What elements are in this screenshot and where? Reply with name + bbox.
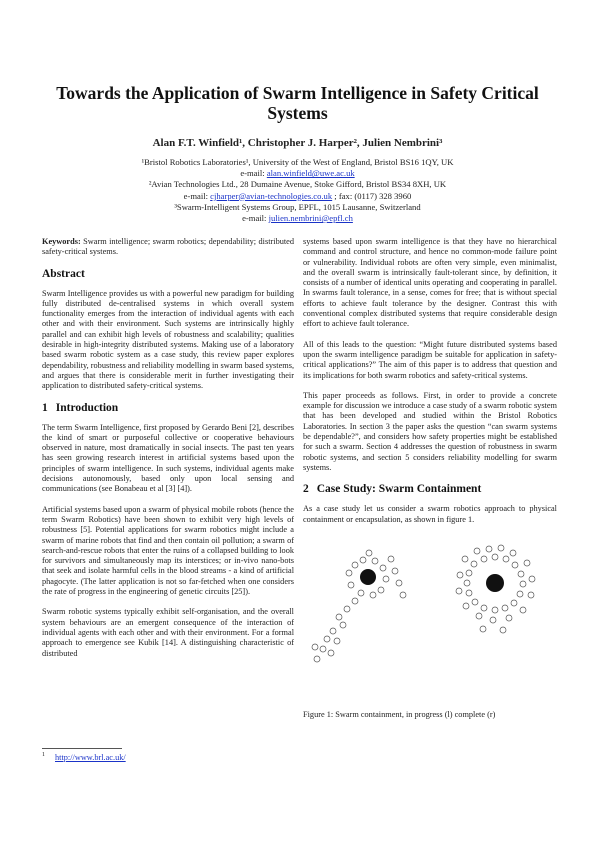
paper-title: Towards the Application of Swarm Intelligence in Safety Critical Systems xyxy=(56,83,539,123)
email-link-winfield[interactable]: alan.winfield@uwe.ac.uk xyxy=(266,168,355,179)
section-heading-case-study: 2 Case Study: Swarm Containment xyxy=(303,483,482,496)
footnote-marker: 1 xyxy=(42,752,45,758)
left-column xyxy=(42,237,294,669)
right-column xyxy=(303,237,557,730)
swarm-in-progress-image xyxy=(312,550,406,662)
body-paragraph: This paper proceeds as follows. First, in order to provide a concrete example for discussion we introduce a case study of a swarm robotic system that has been developed and studied within the Bristol Robotics Laboratories. In section 3 the paper asks the question “can swarm systems be dependable?”, and considers how safety properties might be established for such a swarm. Section 4 addresses the question of robustness in swarm robotic systems, and section 5 considers reliability modelling for swarm systems. xyxy=(303,390,557,472)
affiliation-email-line: e-mail: alan.winfield@uwe.ac.uk xyxy=(240,168,355,179)
swarm-containment-illustration xyxy=(303,535,557,710)
body-paragraph: All of this leads to the question: “Might future distributed systems based upon the swarm intelligence paradigm be suitable for application in safety-critical applications?” The aim of this paper is to address that question and its implications for both swarm robotics and safety-critical systems. xyxy=(303,339,557,380)
affiliations xyxy=(40,157,555,224)
affiliation-email-line: e-mail: julien.nembrini@epfl.ch xyxy=(242,213,353,224)
swarm-complete-image xyxy=(456,545,535,633)
figure-swarm-containment xyxy=(303,535,557,710)
section-heading-introduction: 1 Introduction xyxy=(42,401,119,414)
intro-paragraph: The term Swarm Intelligence, first proposed by Gerardo Beni [2], describes the kind of smart or purposeful collective or cooperative behaviours observed in nature, most dramatically in social insects. The past ten years has seen growing research interest in artificial systems based upon the principles of swarm intelligence. In such systems, individual agents make decisions autonomously, based only upon local sensing and communications (see Bonabeau et al [3] [4]). xyxy=(42,422,294,494)
keywords xyxy=(42,237,294,258)
footnote-link[interactable]: http://www.brl.ac.uk/ xyxy=(55,752,126,762)
affiliation-line: ³Swarm-Intelligent Systems Group, EPFL, 1015 Lausanne, Switzerland xyxy=(174,201,421,212)
email-link-nembrini[interactable]: julien.nembrini@epfl.ch xyxy=(268,213,353,224)
figure-caption: Figure 1: Swarm containment, in progress (l) complete (r) xyxy=(303,709,496,719)
intro-paragraph: Artificial systems based upon a swarm of physical mobile robots (hence the term Swarm Robotics) have been shown to exhibit very high levels of robustness [5]. Potential applications for swarm robotics might include a swarm of marine robots that find and then contain oil pollution; a swarm of search-and-rescue robots that enter the ruins of a collapsed building to look for survivors and simultaneously map its interstices; or in-vivo nano-bots that seek and isolate harmful cells in the blood streams - a kind of artificial phagocyte. (The latter application is not so far-fetched when one considers the rate of progress in the engineering of genetic circuits [25]). xyxy=(42,504,294,597)
footnote xyxy=(42,752,126,762)
affiliation-line: ²Avian Technologies Ltd., 28 Dumaine Avenue, Stoke Gifford, Bristol BS34 8XH, UK xyxy=(148,179,447,190)
affiliation-line: ¹Bristol Robotics Laboratories¹, University of the West of England, Bristol BS16 1QY, UK xyxy=(141,157,454,167)
abstract-text: Swarm Intelligence provides us with a powerful new paradigm for building fully distributed de-centralised systems in which overall system functionality emerges from the interaction of individual agents with each other and with their environment. Such systems are intrinsically highly parallel and can exhibit high levels of robustness and scalability; qualities desirable in high-integrity distributed systems. Making use of a laboratory based swarm robotic system as a case study, this review paper explores dependability, robustness and reliability modelling in swarm based systems, and argues that there is considerable merit in further investigating their application to distributed safety-critical systems. xyxy=(42,288,295,391)
intro-paragraph: Swarm robotic systems typically exhibit self-organisation, and the overall system behaviours are an emergent consequence of the interaction of individual agents with each other and with their environment. For a formal approach to emergence see Kubik [14]. A distinguishing characteristic of distributed xyxy=(42,607,294,658)
body-paragraph: systems based upon swarm intelligence is that they have no hierarchical command and control structure, and hence no common-mode failure point or vulnerability. Individual robots are often very simple, even minimalist, and the overall swarm is intrinsically fault-tolerant since, by definition, it consists of a number of identical units operating and cooperating in parallel. In swarms fault tolerance, in a sense, comes for free; that is without special efforts to achieve fault tolerance by the designer. Contrast this with conventional complex distributed systems that require considerable design effort to achieve fault tolerance. xyxy=(303,237,557,329)
keywords-label: Keywords: xyxy=(42,237,81,246)
email-link-harper[interactable]: cjharper@avian-technologies.co.uk xyxy=(210,190,333,201)
footnote-divider xyxy=(42,748,122,749)
affiliation-email-line: e-mail: cjharper@avian-technologies.co.uk ; fax: (0117) 328 3960 xyxy=(183,190,412,201)
abstract-heading: Abstract xyxy=(42,267,85,280)
case-study-paragraph: As a case study let us consider a swarm robotics approach to physical containment or encapsulation, as shown in figure 1. xyxy=(303,504,557,524)
author-list: Alan F.T. Winfield¹, Christopher J. Harper², Julien Nembrini³ xyxy=(152,137,443,149)
keywords-text: Swarm intelligence; swarm robotics; dependability; distributed safety-critical systems. xyxy=(42,237,294,257)
